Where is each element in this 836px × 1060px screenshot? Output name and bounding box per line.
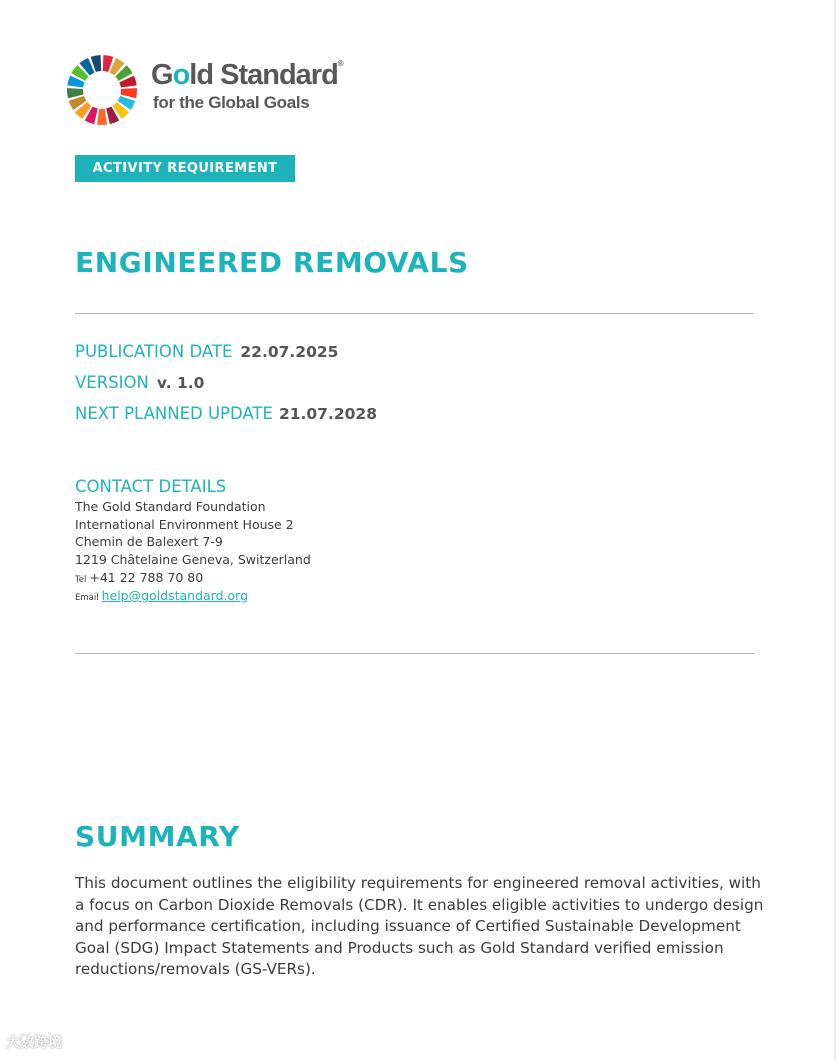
contact-org: The Gold Standard Foundation	[75, 499, 266, 514]
next-update-value: 21.07.2028	[278, 405, 377, 423]
publication-date-value: 22.07.2025	[240, 343, 339, 361]
logo-title: Gold Standard®	[151, 59, 344, 91]
watermark: 大数跨境	[6, 1035, 62, 1051]
contact-heading: CONTACT DETAILS	[75, 477, 227, 496]
activity-requirement-badge: ACTIVITY REQUIREMENT	[75, 155, 295, 182]
contact-tel-row	[75, 570, 203, 585]
sdg-wheel-segment	[120, 88, 137, 98]
contact-email-row	[75, 588, 248, 603]
gold-standard-logo	[67, 55, 367, 127]
divider-top	[75, 313, 754, 314]
contact-building: International Environment House 2	[75, 517, 294, 532]
document-title: ENGINEERED REMOVALS	[75, 246, 469, 279]
contact-street: Chemin de Balexert 7-9	[75, 534, 223, 549]
email-label: Email	[75, 593, 99, 603]
email-link[interactable]: help@goldstandard.org	[101, 588, 249, 603]
contact-city: 1219 Châtelaine Geneva, Switzerland	[75, 552, 311, 567]
publication-date-label: PUBLICATION DATE	[75, 342, 233, 361]
summary-heading: SUMMARY	[75, 820, 240, 853]
sdg-wheel-segment	[97, 109, 107, 125]
tel-label: Tel	[75, 575, 87, 585]
next-update-row	[75, 404, 377, 423]
version-row	[75, 373, 204, 392]
summary-body: This document outlines the eligibility requirements for engineered removal activities, with a focus on Carbon Dioxide Removals (CDR). It enables eligible activities to undergo design and performance certification, including issuance of Certified Sustainable Development Goal (SDG) Impact Statements and Products such as Gold Standard verified emission reductions/removals (GS-VERs).	[75, 874, 764, 979]
sdg-wheel-icon	[67, 55, 137, 125]
version-label: VERSION	[75, 373, 149, 392]
version-value: v. 1.0	[156, 374, 205, 392]
divider-bottom	[75, 653, 754, 654]
tel-value: +41 22 788 70 80	[89, 570, 204, 585]
logo-subtitle: for the Global Goals	[153, 93, 310, 112]
publication-date-row	[75, 342, 338, 361]
next-update-label: NEXT PLANNED UPDATE	[75, 404, 273, 423]
sdg-wheel-segment	[67, 88, 84, 98]
